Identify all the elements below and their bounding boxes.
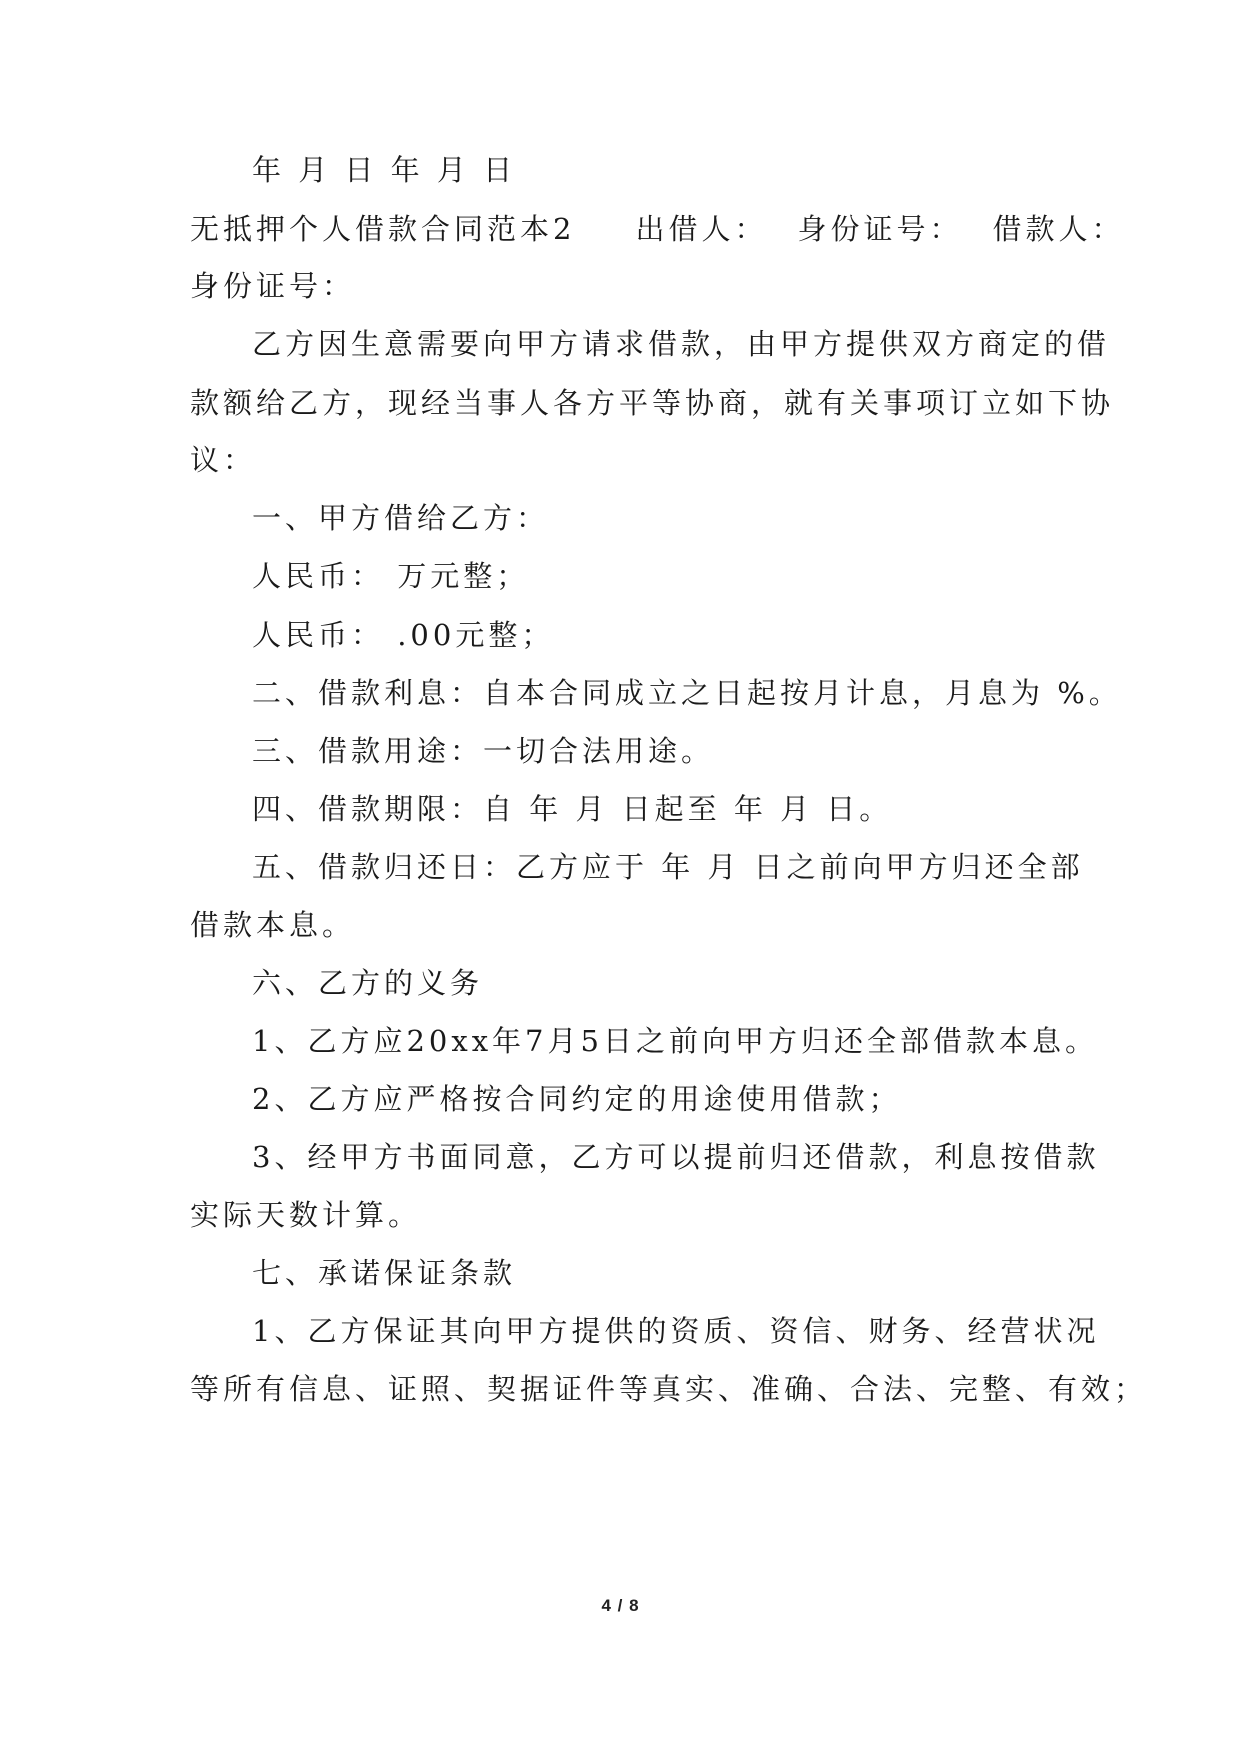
page-number: 4 / 8 [601,1596,640,1615]
clause-heading: 五、借款归还日：乙方应于 年 月 日之前向甲方归还全部 [252,850,1084,884]
clause-heading: 六、乙方的义务 [252,966,484,1000]
title-line [190,209,1125,249]
clause-heading: 七、承诺保证条款 [252,1256,517,1290]
document-title: 无抵押个人借款合同范本2 [190,212,576,246]
paragraph-line: 款额给乙方，现经当事人各方平等协商，就有关事项订立如下协 [190,386,1115,420]
clause-heading: 二、借款利息：自本合同成立之日起按月计息，月息为 %。 [252,676,1122,710]
paragraph-line: 借款本息。 [190,908,356,942]
clause-heading: 一、甲方借给乙方： [252,501,550,535]
borrower-id-label: 身份证号： [190,269,356,303]
paragraph-line: 等所有信息、证照、契据证件等真实、准确、合法、完整、有效； [190,1372,1148,1406]
lender-id-label: 身份证号： [797,212,963,246]
paragraph-line: 议： [190,443,257,477]
paragraph-line: 实际天数计算。 [190,1198,422,1232]
date-line: 年 月 日 年 月 日 [252,153,517,187]
paragraph-line: 人民币： 万元整； [252,559,530,593]
lender-label: 出借人： [635,212,768,246]
paragraph-line: 1、乙方保证其向甲方提供的资质、资信、财务、经营状况 [252,1314,1100,1348]
borrower-label: 借款人： [992,212,1125,246]
paragraph-line: 1、乙方应20xx年7月5日之前向甲方归还全部借款本息。 [252,1024,1098,1058]
paragraph-line: 乙方因生意需要向甲方请求借款，由甲方提供双方商定的借 [252,327,1111,361]
paragraph-line: 人民币： .00元整； [252,618,555,652]
clause-heading: 三、借款用途：一切合法用途。 [252,734,715,768]
clause-heading: 四、借款期限：自 年 月 日起至 年 月 日。 [252,792,893,826]
paragraph-line: 3、经甲方书面同意，乙方可以提前归还借款，利息按借款 [252,1140,1100,1174]
paragraph-line: 2、乙方应严格按合同约定的用途使用借款； [252,1082,902,1116]
